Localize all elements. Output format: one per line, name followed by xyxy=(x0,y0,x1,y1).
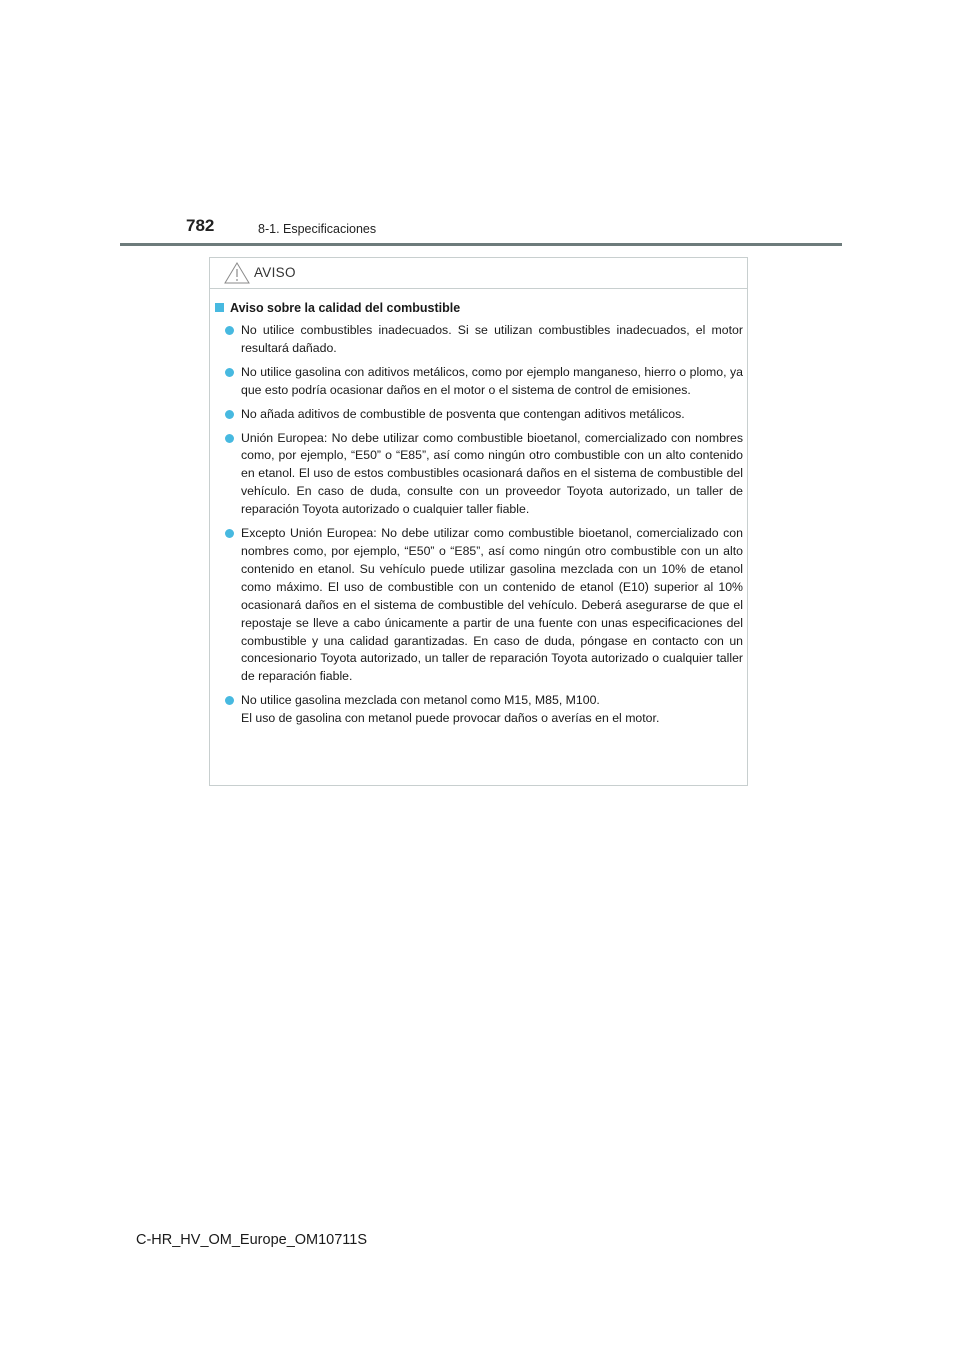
section-title: 8-1. Especificaciones xyxy=(258,222,377,236)
warning-triangle-icon xyxy=(224,262,250,284)
page-number: 782 xyxy=(186,216,215,235)
warning-box xyxy=(209,257,748,786)
page-header xyxy=(120,212,842,246)
list-item xyxy=(210,322,749,358)
warning-header xyxy=(210,258,747,289)
list-item-text: No añada aditivos de combustible de posventa que contengan aditivos metálicos. xyxy=(241,406,685,421)
list-item-text: No utilice combustibles inadecuados. Si se utilizan combustibles inadecuados, el motor resultará dañado. xyxy=(241,323,743,355)
list-item-text: No utilice gasolina mezclada con metanol como M15, M85, M100. xyxy=(241,693,600,708)
circle-bullet-icon xyxy=(225,326,234,335)
warning-topic-text: Aviso sobre la calidad del combustible xyxy=(230,301,461,315)
list-item-text-second-line: El uso de gasolina con metanol puede provocar daños o averías en el motor. xyxy=(241,711,660,726)
header-rule xyxy=(120,243,842,246)
circle-bullet-icon xyxy=(225,410,234,419)
warning-label: AVISO xyxy=(254,265,296,280)
list-item xyxy=(210,406,749,424)
list-item-text: Excepto Unión Europea: No debe utilizar como combustible bioetanol, comercializado con nombres como, por ejemplo, “E50” o “E85”, así como ningún otro combustible con un alto contenido en etanol. Su vehículo puede utilizar gasolina mezclada con un 10% de etanol como máximo. El uso de combustible con un contenido de etanol (E10) superior al 10% ocasionará daños en el sistema de combustible del vehículo. Deberá asegurarse de que el repostaje se lleve a cabo únicamente a partir de una fuente con unas especificaciones del combustible y una calidad garantizadas. En caso de duda, póngase en contacto con un concesionario Toyota autorizado, un taller de reparación Toyota autorizado o cualquier taller de reparación fiable. xyxy=(241,526,743,684)
circle-bullet-icon xyxy=(225,434,234,443)
square-bullet-icon xyxy=(215,303,224,312)
list-item-text: Unión Europea: No debe utilizar como combustible bioetanol, comercializado con nombres como, por ejemplo, “E50” o “E85”, así como ningún otro combustible con un alto contenido en etanol. El uso de estos combustibles ocasionará daños en el sistema de combustible del vehículo. En caso de duda, consulte con un proveedor Toyota autorizado, un taller de reparación Toyota autorizado o cualquier taller fiable. xyxy=(241,430,743,517)
footer-code: C-HR_HV_OM_Europe_OM10711S xyxy=(136,1232,368,1248)
list-item xyxy=(210,364,749,400)
list-item-text: No utilice gasolina con aditivos metálicos, como por ejemplo manganeso, hierro o plomo, ya que esto podría ocasionar daños en el motor o el sistema de control de emisiones. xyxy=(241,364,743,397)
warning-items xyxy=(210,322,749,734)
warning-topic xyxy=(215,301,460,315)
list-item xyxy=(210,692,749,728)
list-item xyxy=(210,525,749,686)
circle-bullet-icon xyxy=(225,696,234,705)
circle-bullet-icon xyxy=(225,529,234,538)
circle-bullet-icon xyxy=(225,368,234,377)
list-item xyxy=(210,430,749,520)
